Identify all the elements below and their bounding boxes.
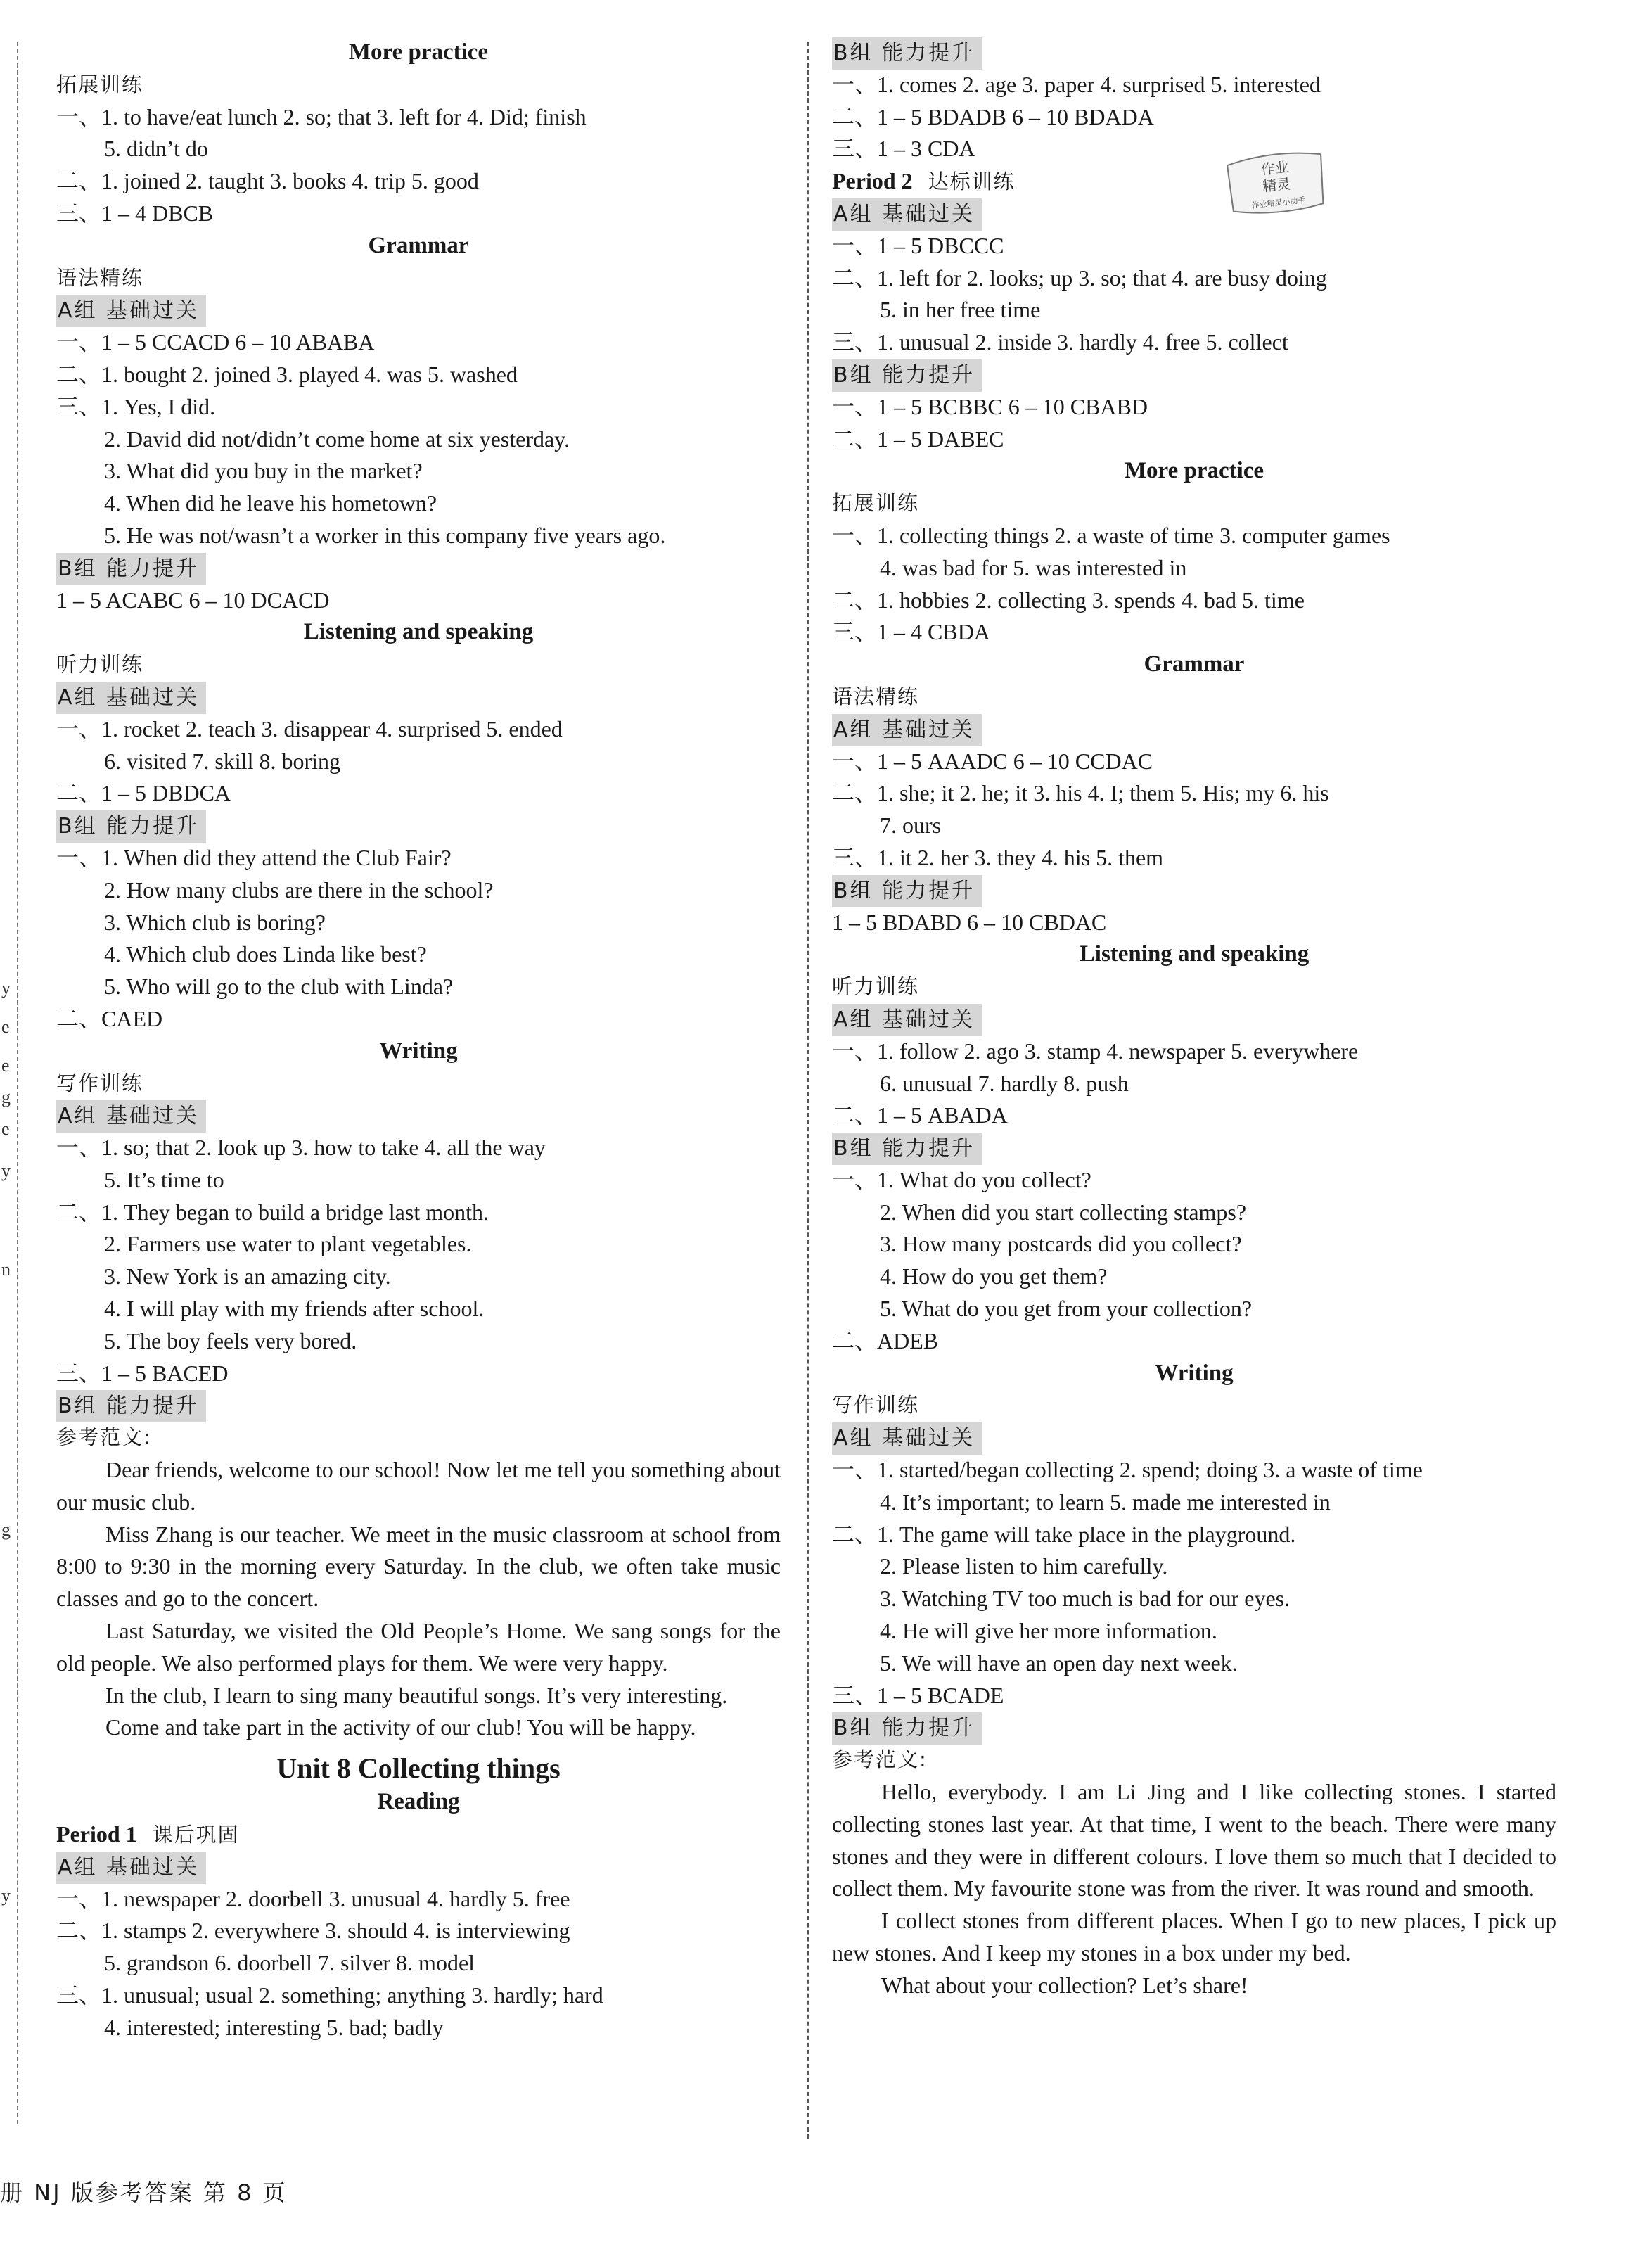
exercise-label: 语法精练 (56, 265, 144, 290)
answer-line: 二、1 – 5 ABADA (832, 1102, 1008, 1128)
answer-line: 一、1. What do you collect? (832, 1166, 1091, 1192)
answer-line: 二、1. They began to build a bridge last month. (56, 1199, 489, 1225)
group-label-text: A组 基础过关 (832, 1422, 982, 1455)
answer-line: 4. interested; interesting 5. bad; badly (104, 2014, 444, 2040)
group-label (56, 294, 781, 326)
group-label-text: B组 能力提升 (832, 875, 982, 907)
answer-line: 一、1. When did they attend the Club Fair? (56, 844, 452, 870)
group-label-text: B组 能力提升 (56, 1390, 206, 1422)
edge-fragment: y (1, 978, 11, 998)
essay-paragraph: In the club, I learn to sing many beautiful songs. It’s very interesting. (105, 1682, 728, 1708)
exercise-label: 拓展训练 (832, 491, 920, 516)
answer-line: 三、1 – 5 BACED (56, 1360, 229, 1386)
edge-fragment: y (1, 1161, 11, 1181)
answer-line: 一、1 – 5 AAADC 6 – 10 CCDAC (832, 748, 1153, 774)
answer-line: 二、1. left for 2. looks; up 3. so; that 4. are busy doing (832, 265, 1327, 291)
exercise-label: 参考范文: (56, 1425, 152, 1450)
group-label (56, 1389, 781, 1422)
exercise-label: 参考范文: (832, 1747, 928, 1772)
answer-line: 2. David did not/didn’t come home at six yesterday. (104, 426, 570, 452)
answer-line: 二、ADEB (832, 1327, 939, 1353)
group-label (56, 1100, 781, 1132)
answer-line: 二、1. joined 2. taught 3. books 4. trip 5. good (56, 168, 479, 194)
left-margin-binding-edge (0, 42, 18, 2124)
right-answer-column (832, 37, 1556, 2002)
group-label (56, 552, 781, 585)
answer-line: 3. How many postcards did you collect? (880, 1231, 1242, 1257)
group-label-text: B组 能力提升 (56, 553, 206, 585)
answer-line: 4. He will give her more information. (880, 1618, 1217, 1644)
answer-line: 5. The boy feels very bored. (104, 1327, 357, 1353)
page-footer: 册 NJ 版参考答案 第 8 页 (0, 2179, 288, 2206)
stamp-line3: 作业精灵小助手 (1251, 195, 1306, 210)
edge-fragment: e (1, 1017, 10, 1037)
group-label (832, 1712, 1556, 1744)
edge-fragment: n (1, 1259, 11, 1280)
essay-paragraph: Miss Zhang is our teacher. We meet in the music classroom at school from 8:00 to 9:30 in the morning every Saturday. In the club, we often take music classes and go to the concert. (56, 1521, 781, 1612)
group-label-text: A组 基础过关 (832, 198, 982, 231)
section-heading: Listening and speaking (1079, 941, 1310, 967)
answer-line: 三、1. it 2. her 3. they 4. his 5. them (832, 844, 1164, 870)
group-label (56, 1851, 781, 1883)
answer-line: 一、1. comes 2. age 3. paper 4. surprised 5. interested (832, 71, 1321, 97)
section-heading: More practice (1124, 458, 1264, 484)
group-label-text: A组 基础过关 (56, 1100, 206, 1133)
answer-line: 二、1. hobbies 2. collecting 3. spends 4. bad 5. time (832, 587, 1305, 613)
exercise-label: 听力训练 (832, 974, 920, 999)
essay-paragraph: Come and take part in the activity of our club! You will be happy. (105, 1714, 696, 1740)
group-label-text: B组 能力提升 (832, 37, 982, 70)
answer-line: 5. didn’t do (104, 136, 208, 162)
edge-fragment: g (1, 1087, 11, 1107)
group-label (832, 198, 1556, 230)
period-subtitle: 课后巩固 (152, 1823, 240, 1847)
essay-paragraph: Last Saturday, we visited the Old People’s Home. We sang songs for the old people. We also performed plays for them. We were very happy. (56, 1618, 781, 1676)
section-heading: Writing (379, 1038, 458, 1064)
answer-line: 三、1 – 4 CBDA (832, 619, 990, 645)
group-label-text: B组 能力提升 (832, 1133, 982, 1165)
answer-line: 二、1 – 5 DBDCA (56, 780, 231, 806)
group-label-text: B组 能力提升 (832, 1712, 982, 1745)
answer-line: 一、1. so; that 2. look up 3. how to take 4. all the way (56, 1135, 546, 1161)
answer-line: 4. When did he leave his hometown? (104, 490, 437, 516)
exercise-label: 写作训练 (56, 1071, 144, 1095)
answer-line: 3. Watching TV too much is bad for our eyes. (880, 1586, 1291, 1612)
group-label (56, 681, 781, 713)
answer-line: 一、1. rocket 2. teach 3. disappear 4. surprised 5. ended (56, 715, 563, 741)
answer-line: 5. grandson 6. doorbell 7. silver 8. model (104, 1950, 475, 1976)
section-heading: Reading (377, 1789, 460, 1815)
group-label-text: B组 能力提升 (832, 359, 982, 392)
section-heading: Listening and speaking (303, 619, 534, 645)
period-title: Period 1 (56, 1821, 137, 1847)
left-answer-column (56, 37, 781, 2044)
group-label-text: A组 基础过关 (56, 295, 206, 327)
section-heading: More practice (348, 39, 489, 65)
answer-line: 三、1. unusual; usual 2. something; anything 3. hardly; hard (56, 1982, 603, 2008)
answer-line: 5. What do you get from your collection? (880, 1296, 1253, 1322)
unit-title: Unit 8 Collecting things (276, 1752, 561, 1785)
answer-line: 一、1. to have/eat lunch 2. so; that 3. left for 4. Did; finish (56, 103, 587, 129)
section-heading: Grammar (1144, 651, 1245, 677)
model-essay (56, 1454, 781, 1744)
group-label (832, 1422, 1556, 1454)
answer-line: 6. visited 7. skill 8. boring (104, 748, 340, 774)
answer-line: 二、1. The game will take place in the playground. (832, 1521, 1296, 1547)
answer-line: 一、1 – 5 CCACD 6 – 10 ABABA (56, 329, 375, 355)
exercise-label: 写作训练 (832, 1393, 920, 1417)
answer-line: 一、1. newspaper 2. doorbell 3. unusual 4. hardly 5. free (56, 1885, 570, 1911)
answer-line: 7. ours (880, 813, 942, 839)
answer-line: 4. It’s important; to learn 5. made me interested in (880, 1489, 1331, 1515)
answer-line: 5. Who will go to the club with Linda? (104, 974, 454, 1000)
answer-line: 2. Please listen to him carefully. (880, 1553, 1168, 1579)
model-essay (832, 1776, 1556, 2002)
group-label (832, 359, 1556, 391)
edge-fragment: e (1, 1055, 10, 1076)
answer-line: 5. He was not/wasn’t a worker in this company five years ago. (104, 522, 666, 548)
answer-line: 一、1. follow 2. ago 3. stamp 4. newspaper 5. everywhere (832, 1038, 1359, 1064)
answer-line: 二、1. she; it 2. he; it 3. his 4. I; them 5. His; my 6. his (832, 780, 1329, 806)
answer-line: 5. It’s time to (104, 1166, 224, 1192)
answer-line: 三、1 – 5 BCADE (832, 1682, 1004, 1708)
group-label-text: A组 基础过关 (56, 1852, 206, 1884)
answer-line: 一、1 – 5 DBCCC (832, 232, 1004, 258)
answer-line: 一、1 – 5 BCBBC 6 – 10 CBABD (832, 393, 1148, 419)
group-label (832, 713, 1556, 746)
section-heading: Grammar (368, 232, 469, 258)
essay-paragraph: I collect stones from different places. When I go to new places, I pick up new stones. And I keep my stones in a box under my bed. (832, 1908, 1556, 1966)
group-label (832, 1003, 1556, 1036)
edge-fragment: e (1, 1119, 10, 1139)
period-heading (832, 165, 1556, 198)
answer-line: 4. How do you get them? (880, 1263, 1108, 1289)
answer-line: 二、1. bought 2. joined 3. played 4. was 5. washed (56, 361, 518, 387)
answer-line: 2. Farmers use water to plant vegetables. (104, 1231, 472, 1257)
watermark-stamp (1220, 142, 1333, 223)
group-label-text: A组 基础过关 (832, 714, 982, 746)
period-title: Period 2 (832, 168, 913, 194)
answer-line: 一、1. started/began collecting 2. spend; doing 3. a waste of time (832, 1457, 1423, 1483)
exercise-label: 语法精练 (832, 684, 920, 708)
answer-line: 一、1. collecting things 2. a waste of time 3. computer games (832, 522, 1390, 548)
group-label (56, 810, 781, 842)
answer-line: 3. Which club is boring? (104, 909, 326, 935)
answer-line: 4. was bad for 5. was interested in (880, 554, 1187, 580)
answer-line: 1 – 5 BDABD 6 – 10 CBDAC (832, 909, 1107, 935)
period-subtitle: 达标训练 (928, 170, 1016, 194)
group-label (832, 1132, 1556, 1164)
answer-line: 2. How many clubs are there in the school? (104, 877, 494, 903)
answer-line: 6. unusual 7. hardly 8. push (880, 1070, 1129, 1096)
edge-fragment: y (1, 1885, 11, 1906)
stamp-line2: 精灵 (1262, 174, 1292, 196)
answer-line: 4. I will play with my friends after school. (104, 1296, 485, 1322)
answer-line: 三、1 – 4 DBCB (56, 200, 214, 226)
essay-paragraph: Dear friends, welcome to our school! Now let me tell you something about our music club. (56, 1457, 781, 1515)
group-label (832, 874, 1556, 907)
answer-line: 2. When did you start collecting stamps? (880, 1199, 1247, 1225)
answer-line: 5. in her free time (880, 297, 1041, 323)
essay-paragraph: Hello, everybody. I am Li Jing and I like collecting stones. I started collecting stones last year. At that time, I went to the beach. There were many stones and they were in different colours. I love them so much that I decided to collect them. My favourite stone was from the river. It was round and smooth. (832, 1779, 1556, 1901)
answer-line: 3. New York is an amazing city. (104, 1263, 391, 1289)
group-label (832, 37, 1556, 69)
answer-line: 三、1 – 3 CDA (832, 136, 975, 162)
group-label-text: B组 能力提升 (56, 810, 206, 843)
answer-line: 二、1 – 5 DABEC (832, 426, 1004, 452)
group-label-text: A组 基础过关 (832, 1004, 982, 1036)
group-label-text: A组 基础过关 (56, 682, 206, 714)
answer-line: 二、CAED (56, 1005, 163, 1031)
answer-line: 二、1. stamps 2. everywhere 3. should 4. is interviewing (56, 1918, 570, 1944)
column-divider (807, 42, 809, 2139)
essay-paragraph: What about your collection? Let’s share! (881, 1972, 1248, 1998)
answer-line: 三、1. unusual 2. inside 3. hardly 4. free 5. collect (832, 329, 1288, 355)
answer-line: 3. What did you buy in the market? (104, 458, 423, 484)
answer-line: 三、1. Yes, I did. (56, 393, 216, 419)
answer-line: 4. Which club does Linda like best? (104, 941, 427, 967)
exercise-label: 听力训练 (56, 652, 144, 677)
answer-line: 二、1 – 5 BDADB 6 – 10 BDADA (832, 103, 1154, 129)
stamp-line1: 作业 (1260, 158, 1290, 179)
answer-line: 5. We will have an open day next week. (880, 1650, 1238, 1676)
period-heading (56, 1818, 781, 1851)
section-heading: Writing (1155, 1360, 1234, 1386)
exercise-label: 拓展训练 (56, 72, 144, 96)
answer-line: 1 – 5 ACABC 6 – 10 DCACD (56, 587, 330, 613)
edge-fragment: g (1, 1519, 11, 1540)
